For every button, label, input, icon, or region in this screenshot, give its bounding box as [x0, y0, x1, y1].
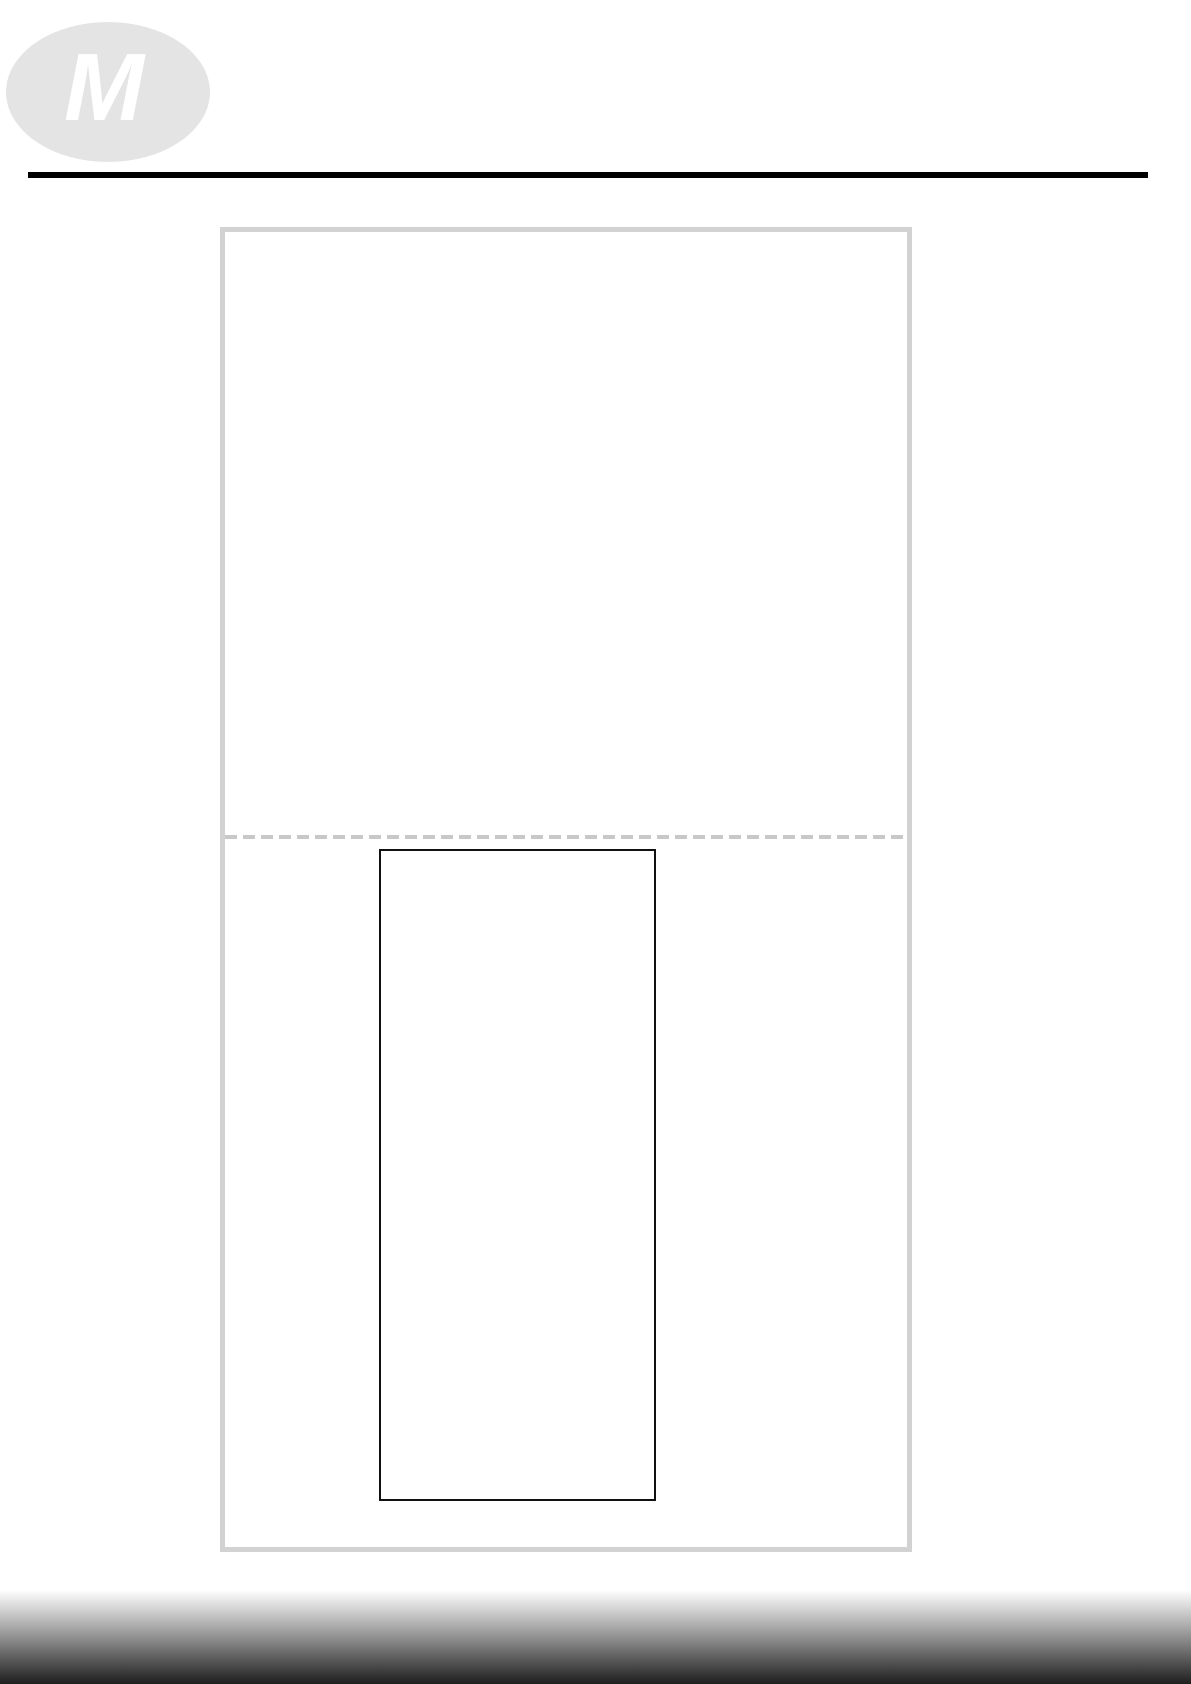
- header-rule: [28, 172, 1148, 178]
- logo-mark: M: [64, 34, 144, 141]
- brand-logo: [0, 0, 1191, 180]
- lcd-display-outline: [380, 850, 655, 1500]
- footer-gradient: [0, 1590, 1191, 1684]
- control-panel-diagram: [220, 227, 912, 1552]
